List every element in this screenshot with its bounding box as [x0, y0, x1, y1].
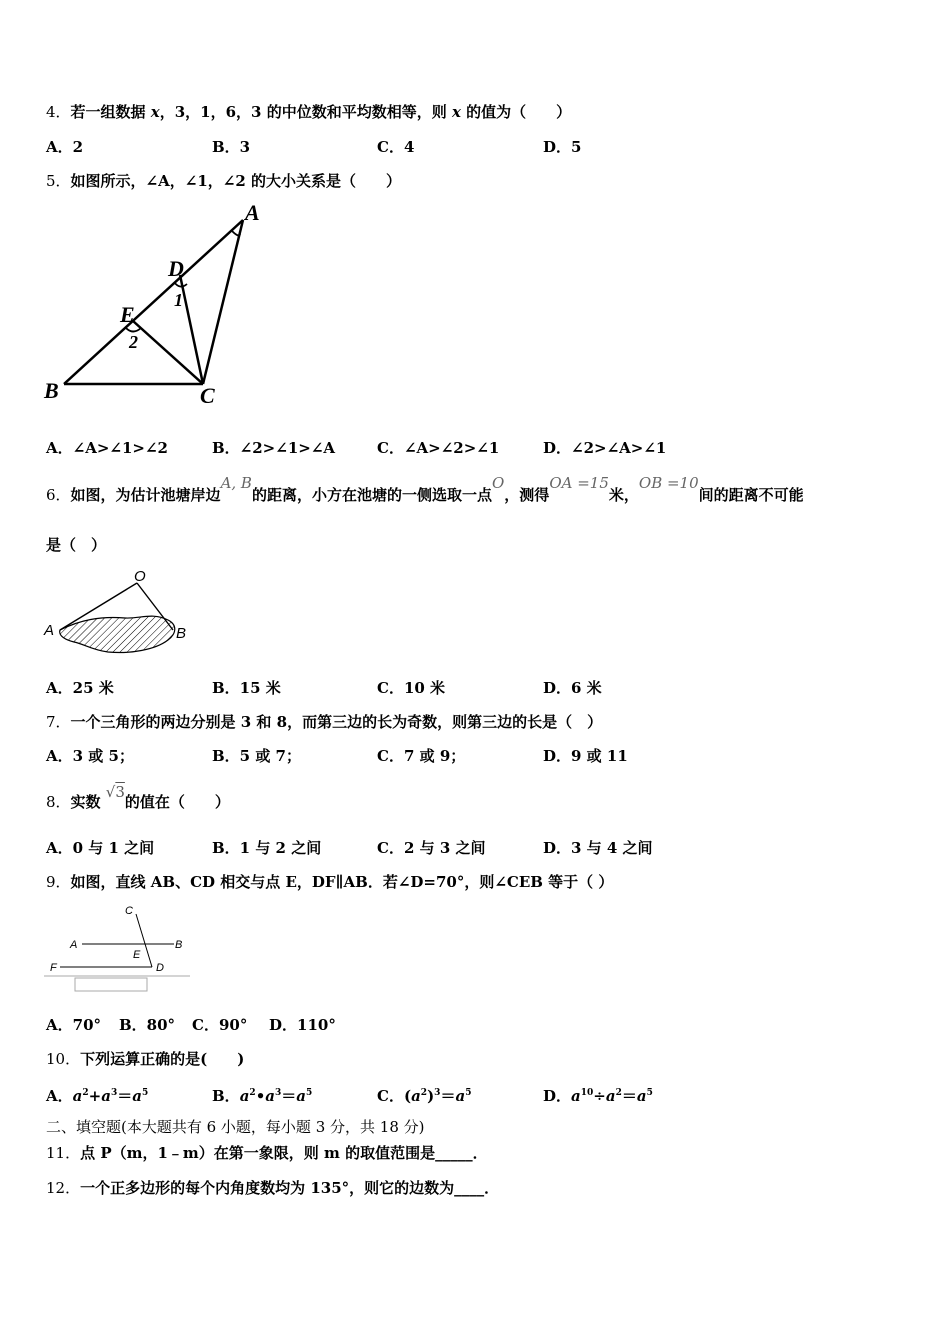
q9-label-f: F	[50, 962, 57, 974]
q6-pond-shape	[60, 616, 175, 652]
q9-option-d[interactable]: D．110°	[269, 1016, 336, 1034]
q8-stem: 8．实数 √3的值在（ ）	[46, 783, 230, 811]
sqrt-icon: √3	[105, 783, 125, 801]
q9-label-a: A	[70, 939, 78, 951]
q7-stem: 7．一个三角形的两边分别是 3 和 8，而第三边的长为奇数，则第三边的长是（ ）	[46, 713, 603, 731]
q8-option-b[interactable]: B．1 与 2 之间	[212, 839, 322, 857]
q5-option-c[interactable]: C．∠A>∠2>∠1	[377, 439, 500, 457]
q6-label-b: B	[176, 625, 187, 642]
q5-label-c: C	[200, 383, 215, 408]
q5-option-b[interactable]: B．∠2>∠1>∠A	[212, 439, 336, 457]
q5-label-a: A	[245, 200, 260, 225]
q7-option-d[interactable]: D．9 或 11	[543, 747, 628, 765]
q9-option-b[interactable]: B．80°	[119, 1016, 176, 1034]
section2-title: 二、填空题(本大题共有 6 小题，每小题 3 分，共 18 分)	[46, 1118, 425, 1136]
q5-label-1: 1	[174, 290, 183, 310]
q10-option-d[interactable]: D．$a^{10}\div a^2=a^5$	[543, 1087, 653, 1105]
q7-option-b[interactable]: B．5 或 7；	[212, 747, 301, 765]
q4-option-b[interactable]: B．3	[212, 138, 251, 156]
q9-caption-box	[75, 978, 147, 991]
q6-stem-cont: 是（ ）	[46, 536, 107, 554]
q6-option-a[interactable]: A．25 米	[46, 679, 114, 697]
q5-label-b: B	[44, 378, 59, 403]
q5-label-d: D	[168, 256, 184, 281]
q6-option-c[interactable]: C．10 米	[377, 679, 446, 697]
q9-option-a[interactable]: A．70°	[46, 1016, 102, 1034]
q5-label-e: E	[120, 302, 135, 327]
q5-angle-mark-2	[126, 328, 141, 332]
q5-option-d[interactable]: D．∠2>∠A>∠1	[543, 439, 667, 457]
q6-option-d[interactable]: D．6 米	[543, 679, 602, 697]
q6-stem: 6．如图，为估计池塘岸边A, B的距离，小方在池塘的一侧选取一点O，测得OA =15米，OB =10间的距离不可能	[46, 474, 804, 504]
q7-option-a[interactable]: A．3 或 5；	[46, 747, 134, 765]
q6-label-o: O	[134, 568, 146, 585]
q6-label-a: A	[44, 622, 55, 639]
q10-option-b[interactable]: B．$a^2•a^3=a^5$	[212, 1087, 313, 1105]
q11-stem: 11．点 P（m，1﹣m）在第一象限，则 m 的取值范围是_____．	[46, 1144, 488, 1162]
q4-stem: 4．若一组数据 x，3，1，6，3 的中位数和平均数相等，则 x 的值为（ ）	[46, 103, 572, 121]
q5-label-2: 2	[129, 332, 138, 352]
q5-option-a[interactable]: A．∠A>∠1>∠2	[46, 439, 168, 457]
q9-label-d: D	[156, 962, 164, 974]
q5-stem: 5．如图所示，∠A，∠1，∠2 的大小关系是（ ）	[46, 172, 401, 190]
q8-option-c[interactable]: C．2 与 3 之间	[377, 839, 486, 857]
q9-label-b: B	[175, 939, 183, 951]
q9-label-c: C	[125, 905, 133, 917]
q5-segment-ba	[64, 220, 243, 384]
q10-stem: 10．下列运算正确的是( )	[46, 1050, 245, 1068]
q6-option-b[interactable]: B．15 米	[212, 679, 281, 697]
q10-option-a[interactable]: A．$a^2+a^3=a^5$	[46, 1087, 149, 1105]
q12-stem: 12．一个正多边形的每个内角度数均为 135°，则它的边数为____．	[46, 1179, 500, 1197]
q7-option-c[interactable]: C．7 或 9；	[377, 747, 466, 765]
q9-label-e: E	[133, 949, 141, 961]
q6-pond-figure	[40, 562, 200, 662]
q9-stem: 9．如图，直线 AB、CD 相交与点 E，DF∥AB．若∠D=70°，则∠CEB 等于（ ）	[46, 873, 614, 891]
q9-lines-figure	[44, 900, 194, 995]
q8-option-a[interactable]: A．0 与 1 之间	[46, 839, 155, 857]
q4-option-d[interactable]: D．5	[543, 138, 582, 156]
q4-option-c[interactable]: C．4	[377, 138, 415, 156]
q5-triangle-figure	[40, 198, 270, 408]
q8-option-d[interactable]: D．3 与 4 之间	[543, 839, 653, 857]
q4-option-a[interactable]: A．2	[46, 138, 84, 156]
q9-option-c[interactable]: C．90°	[192, 1016, 248, 1034]
q10-option-c[interactable]: C．$(a^2)^3=a^5$	[377, 1087, 472, 1105]
q5-segment-ac	[203, 220, 243, 384]
